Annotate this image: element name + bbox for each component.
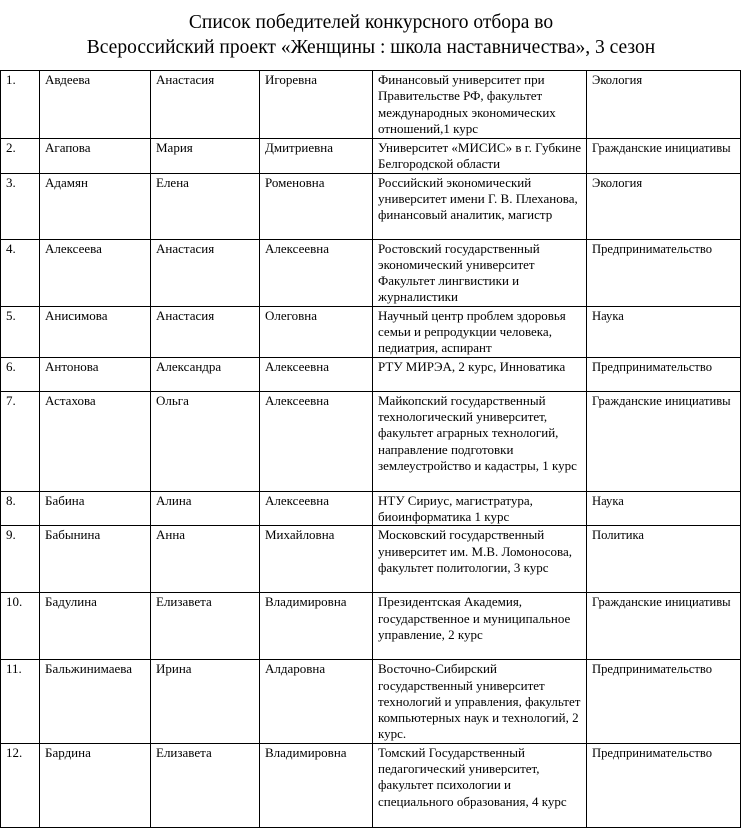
patronymic-cell: Роменовна [260,173,373,239]
patronymic-cell: Алексеевна [260,391,373,491]
organization-cell: НТУ Сириус, магистратура, биоинформатика 1 курс [373,491,587,526]
organization-cell: Университет «МИСИС» в г. Губкине Белгородской области [373,139,587,174]
surname-cell: Анисимова [40,306,151,357]
row-number: 3. [1,173,40,239]
organization-cell: Финансовый университет при Правительстве РФ, факультет международных экономических отношений,1 курс [373,71,587,139]
organization-cell: Президентская Академия, государственное и муниципальное управление, 2 курс [373,593,587,660]
patronymic-cell: Алдаровна [260,660,373,743]
row-number: 2. [1,139,40,174]
row-number: 4. [1,239,40,306]
name-cell: Анастасия [151,239,260,306]
patronymic-cell: Михайловна [260,526,373,593]
name-cell: Алина [151,491,260,526]
table-row [1,357,741,391]
table-row [1,306,741,357]
name-cell: Елена [151,173,260,239]
direction-cell: Наука [587,491,741,526]
patronymic-cell: Владимировна [260,743,373,827]
patronymic-cell: Олеговна [260,306,373,357]
name-cell: Ольга [151,391,260,491]
table-row [1,660,741,743]
patronymic-cell: Алексеевна [260,357,373,391]
organization-cell: Томский Государственный педагогический университет, факультет психологии и специального образования, 4 курс [373,743,587,827]
organization-cell: РТУ МИРЭА, 2 курс, Инноватика [373,357,587,391]
surname-cell: Бабынина [40,526,151,593]
table-row [1,593,741,660]
table-row [1,743,741,827]
surname-cell: Бадулина [40,593,151,660]
direction-cell: Политика [587,526,741,593]
direction-cell: Гражданские инициативы [587,139,741,174]
direction-cell: Гражданские инициативы [587,391,741,491]
organization-cell: Московский государственный университет им. М.В. Ломоносова, факультет политологии, 3 курс [373,526,587,593]
document-title [0,10,742,60]
name-cell: Мария [151,139,260,174]
row-number: 9. [1,526,40,593]
direction-cell: Наука [587,306,741,357]
name-cell: Анастасия [151,71,260,139]
surname-cell: Астахова [40,391,151,491]
table-row [1,526,741,593]
name-cell: Ирина [151,660,260,743]
patronymic-cell: Игоревна [260,71,373,139]
patronymic-cell: Алексеевна [260,239,373,306]
surname-cell: Бальжинимаева [40,660,151,743]
title-line-2: Всероссийский проект «Женщины : школа наставничества», 3 сезон [86,37,656,58]
name-cell: Александра [151,357,260,391]
row-number: 10. [1,593,40,660]
row-number: 5. [1,306,40,357]
row-number: 8. [1,491,40,526]
table-row [1,173,741,239]
row-number: 1. [1,71,40,139]
direction-cell: Гражданские инициативы [587,593,741,660]
patronymic-cell: Алексеевна [260,491,373,526]
direction-cell: Предпринимательство [587,743,741,827]
patronymic-cell: Владимировна [260,593,373,660]
surname-cell: Агапова [40,139,151,174]
row-number: 6. [1,357,40,391]
surname-cell: Антонова [40,357,151,391]
organization-cell: Восточно-Сибирский государственный университет технологий и управления, факультет компьютерных наук и технологий, 2 курс. [373,660,587,743]
row-number: 7. [1,391,40,491]
name-cell: Елизавета [151,593,260,660]
direction-cell: Предпринимательство [587,660,741,743]
table-row [1,391,741,491]
surname-cell: Адамян [40,173,151,239]
surname-cell: Авдеева [40,71,151,139]
table-row [1,139,741,174]
direction-cell: Экология [587,173,741,239]
row-number: 12. [1,743,40,827]
title-line-1: Список победителей конкурсного отбора во [188,12,554,33]
organization-cell: Российский экономический университет имени Г. В. Плеханова, финансовый аналитик, магистр [373,173,587,239]
surname-cell: Алексеева [40,239,151,306]
organization-cell: Научный центр проблем здоровья семьи и репродукции человека, педиатрия, аспирант [373,306,587,357]
direction-cell: Предпринимательство [587,239,741,306]
patronymic-cell: Дмитриевна [260,139,373,174]
direction-cell: Экология [587,71,741,139]
direction-cell: Предпринимательство [587,357,741,391]
winners-table [0,70,741,828]
table-row [1,71,741,139]
name-cell: Анастасия [151,306,260,357]
table-row [1,239,741,306]
row-number: 11. [1,660,40,743]
name-cell: Анна [151,526,260,593]
organization-cell: Ростовский государственный экономический университет Факультет лингвистики и журналистики [373,239,587,306]
surname-cell: Бардина [40,743,151,827]
table-row [1,491,741,526]
surname-cell: Бабина [40,491,151,526]
name-cell: Елизавета [151,743,260,827]
organization-cell: Майкопский государственный технологический университет, факультет аграрных технологий, направление подготовки землеустройство и кадастры, 1 курс [373,391,587,491]
